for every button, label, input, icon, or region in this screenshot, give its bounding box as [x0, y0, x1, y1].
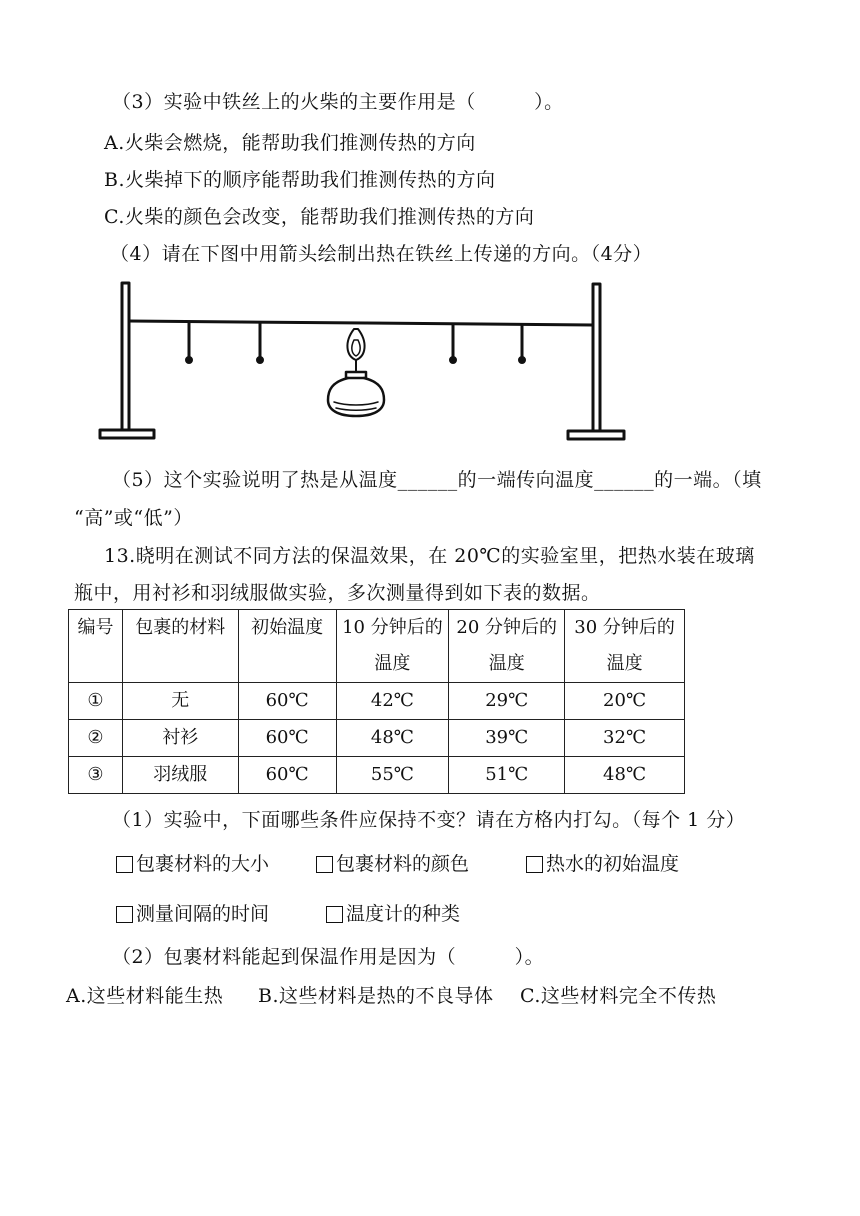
left-stand — [100, 283, 154, 438]
checkbox-square[interactable] — [116, 906, 133, 923]
table-cell: 55℃ — [336, 757, 449, 794]
table-row — [69, 720, 685, 757]
checkbox-square[interactable] — [116, 856, 133, 873]
header-30min: 30 分钟后的 — [565, 610, 685, 647]
q3-stem: （3）实验中铁丝上的火柴的主要作用是（ ）。 — [112, 91, 564, 113]
header-10min-sub: 温度 — [336, 646, 449, 683]
table-cell: 48℃ — [336, 720, 449, 757]
header-id: 编号 — [69, 610, 123, 683]
iron-wire — [129, 321, 593, 325]
table-row — [69, 757, 685, 794]
q13-sub2-stem: （2）包裹材料能起到保温作用是因为（ ）。 — [112, 946, 545, 968]
table-cell: 39℃ — [449, 720, 565, 757]
table-cell: 60℃ — [238, 683, 336, 720]
q3-option-c: C.火柴的颜色会改变，能帮助我们推测传热的方向 — [104, 206, 535, 228]
checkbox-label: 热水的初始温度 — [546, 853, 680, 875]
table-cell: 51℃ — [449, 757, 565, 794]
header-20min: 20 分钟后的 — [449, 610, 565, 647]
q13-line2: 瓶中，用衬衫和羽绒服做实验，多次测量得到如下表的数据。 — [74, 582, 601, 604]
header-20min-sub: 温度 — [449, 646, 565, 683]
table-cell: ① — [69, 683, 123, 720]
table-cell: 羽绒服 — [122, 757, 238, 794]
checkbox-square[interactable] — [316, 856, 333, 873]
table-header-row — [69, 610, 685, 647]
q13-sub2-option-b: B.这些材料是热的不良导体 — [258, 985, 494, 1007]
table-cell: 20℃ — [565, 683, 685, 720]
table-cell: 29℃ — [449, 683, 565, 720]
table-cell: 48℃ — [565, 757, 685, 794]
table-cell: 衬衫 — [122, 720, 238, 757]
table-row — [69, 683, 685, 720]
table-cell: 60℃ — [238, 757, 336, 794]
header-initial-temp: 初始温度 — [238, 610, 336, 683]
header-30min-sub: 温度 — [565, 646, 685, 683]
q13-sub2-option-a: A.这些材料能生热 — [66, 985, 224, 1007]
q13-sub1-stem: （1）实验中，下面哪些条件应保持不变？请在方格内打勾。（每个 1 分） — [112, 809, 746, 831]
right-stand — [568, 284, 624, 439]
table-cell: 32℃ — [565, 720, 685, 757]
checkbox-material-color[interactable] — [316, 852, 469, 876]
checkbox-label: 包裹材料的颜色 — [336, 853, 470, 875]
header-material: 包裹的材料 — [122, 610, 238, 683]
table-cell: ② — [69, 720, 123, 757]
q3-option-a: A.火柴会燃烧，能帮助我们推测传热的方向 — [104, 132, 476, 154]
checkbox-interval-time[interactable] — [116, 902, 269, 926]
checkbox-initial-temp[interactable] — [526, 852, 679, 876]
checkbox-label: 温度计的种类 — [346, 903, 461, 925]
alcohol-lamp — [328, 329, 384, 416]
q5-line2: “高”或“低”） — [74, 507, 193, 529]
heat-conduction-apparatus — [96, 278, 636, 446]
checkbox-label: 测量间隔的时间 — [136, 903, 270, 925]
table-cell: 60℃ — [238, 720, 336, 757]
q4-stem: （4）请在下图中用箭头绘制出热在铁丝上传递的方向。（4分） — [110, 243, 653, 265]
checkbox-thermometer-type[interactable] — [326, 902, 460, 926]
q13-sub2-option-c: C.这些材料完全不传热 — [520, 985, 717, 1007]
table-cell: 无 — [122, 683, 238, 720]
temperature-table — [68, 609, 685, 794]
q13-line1: 13.晓明在测试不同方法的保温效果，在 20℃的实验室里，把热水装在玻璃 — [104, 545, 755, 567]
checkbox-square[interactable] — [526, 856, 543, 873]
checkbox-material-size[interactable] — [116, 852, 269, 876]
header-10min: 10 分钟后的 — [336, 610, 449, 647]
q3-option-b: B.火柴掉下的顺序能帮助我们推测传热的方向 — [104, 169, 496, 191]
checkbox-label: 包裹材料的大小 — [136, 853, 270, 875]
q5-line1: （5）这个实验说明了热是从温度______的一端传向温度______的一端。（填 — [112, 469, 762, 491]
checkbox-square[interactable] — [326, 906, 343, 923]
table-cell: ③ — [69, 757, 123, 794]
table-cell: 42℃ — [336, 683, 449, 720]
